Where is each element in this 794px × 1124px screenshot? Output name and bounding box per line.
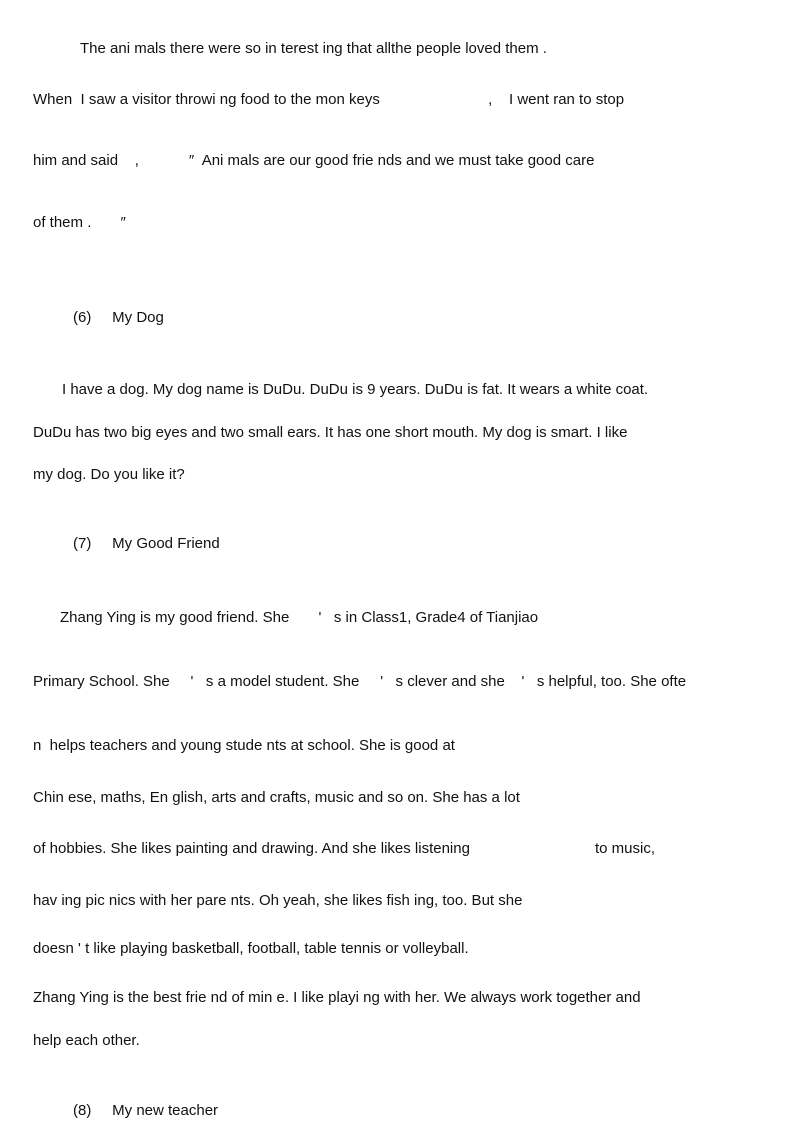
text-line: Zhang Ying is the best frie nd of min e. I like playi ng with her. We always work together and	[33, 989, 641, 1006]
text-line: help each other.	[33, 1032, 140, 1049]
text-line: When I saw a visitor throwi ng food to the mon keys , I went ran to stop	[33, 91, 625, 108]
text-line: of hobbies. She likes painting and drawing. And she likes listening to music,	[33, 840, 655, 857]
text-line: hav ing pic nics with her pare nts. Oh yeah, she likes fish ing, too. But she	[33, 892, 523, 909]
text-line: my dog. Do you like it?	[33, 466, 185, 483]
text-line: n helps teachers and young stude nts at school. She is good at	[33, 737, 455, 754]
text-line: doesn ' t like playing basketball, football, table tennis or volleyball.	[33, 940, 469, 957]
section-heading: (6) My Dog	[73, 309, 164, 326]
text-line: The ani mals there were so in terest ing that allthe people loved them .	[80, 40, 547, 57]
text-line: of them . ″	[33, 214, 126, 231]
text-line: Chin ese, maths, En glish, arts and crafts, music and so on. She has a lot	[33, 789, 520, 806]
text-line: Zhang Ying is my good friend. She ' s in Class1, Grade4 of Tianjiao	[60, 609, 539, 626]
text-line: DuDu has two big eyes and two small ears. It has one short mouth. My dog is smart. I like	[33, 424, 628, 441]
text-line: I have a dog. My dog name is DuDu. DuDu is 9 years. DuDu is fat. It wears a white coat.	[62, 381, 649, 398]
text-line: him and said , ″ Ani mals are our good frie nds and we must take good care	[33, 152, 595, 169]
section-heading: (7) My Good Friend	[73, 535, 220, 552]
section-heading: (8) My new teacher	[73, 1102, 219, 1119]
text-line: Primary School. She ' s a model student. She ' s clever and she ' s helpful, too. She ofte	[33, 673, 687, 690]
